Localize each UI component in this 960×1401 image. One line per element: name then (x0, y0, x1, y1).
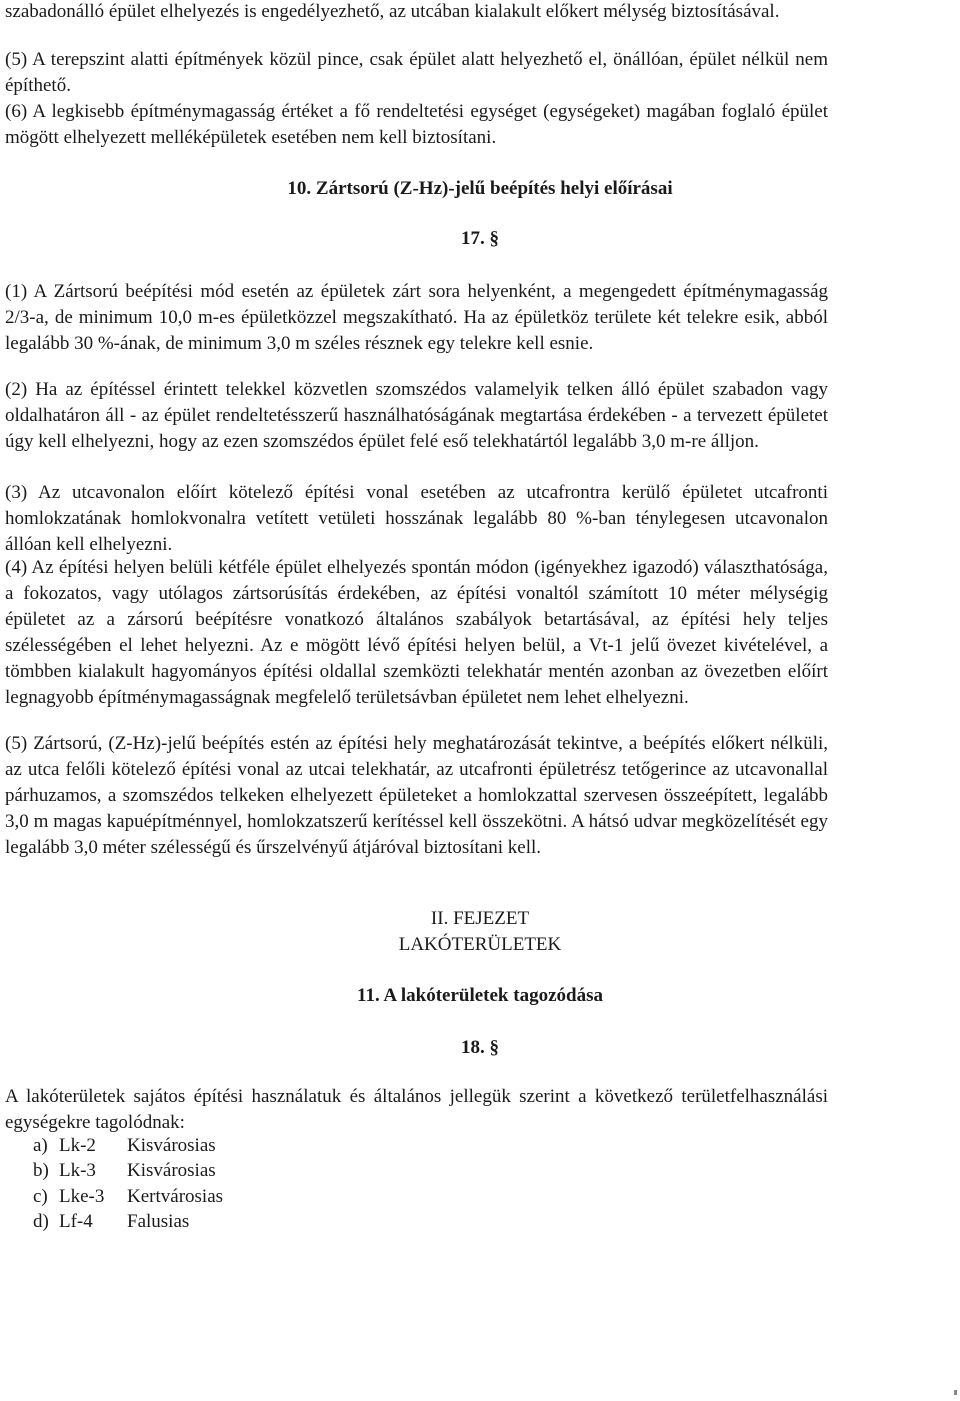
list-item-label: d) (33, 1211, 49, 1233)
paragraph-17-item-5: (5) Zártsorú, (Z-Hz)-jelű beépítés estén az építési hely meghatározását tekintve, a beépítés előkert nélküli, az utca felőli kötelező építési vonal az utcai telekhatár, az utcafronti épületrész tetőgerince az utcavonallal párhuzamos, a szomszédos telkeken elhelyezett épületeket a homlokzattal szervesen összeépített, legalább 3,0 m magas kapuépítménnyel, homlokzatszerű kerítéssel kell összekötni. A hátsó udvar megközelítését egy legalább 3,0 méter szélességű és űrszelvényű átjáróval biztosítani kell. (5, 733, 828, 858)
zone-list (33, 1133, 223, 1235)
list-item-label: c) (33, 1185, 48, 1207)
paragraph-5-terepszint: (5) A terepszint alatti építmények közül pince, csak épület alatt helyezhető el, önállóan, épület nélkül nem építhető. (5, 49, 828, 96)
paragraph-17-item-3: (3) Az utcavonalon előírt kötelező építési vonal esetében az utcafrontra kerülő épületet utcafronti homlokzatának homlokvonalra vetített vetületi hosszának legalább 80 %-ban ténylegesen utcavonalon állóan kell elhelyezni. (5, 482, 828, 555)
zone-name: Falusias (127, 1211, 190, 1233)
list-item (33, 1209, 223, 1234)
chapter-number: II. FEJEZET (430, 908, 530, 929)
section-10-title: 10. Zártsorú (Z-Hz)-jelű beépítés helyi előírásai (287, 178, 673, 199)
zone-code: Lk-2 (59, 1135, 96, 1156)
list-item (33, 1158, 223, 1183)
list-item (33, 1133, 223, 1158)
zone-name: Kertvárosias (127, 1185, 224, 1207)
paragraph-17-item-2: (2) Ha az építéssel érintett telekkel közvetlen szomszédos valamelyik telken álló épület szabadon vagy oldalhatáron áll - az épület rendeltetésszerű használhatóságának megtartása érdekében - a tervezett épületet úgy kell elhelyezni, hogy az ezen szomszédos épület felé eső telekhatártól legalább 3,0 m-re álljon. (5, 379, 828, 452)
chapter-title: LAKÓTERÜLETEK (398, 934, 562, 955)
paragraph-17-item-4: (4) Az építési helyen belüli kétféle épület elhelyezés spontán módon (igényekhez igazodó) választhatósága, a fokozatos, vagy utólagos zártsorúsítás érdekében, az építési vonaltól számított 10 méter mélységig épületet az a zársorú beépítésre vonatkozó általános szabályok betartásával, az építési hely teljes szélességében el lehet helyezni. Az e mögött lévő építési helyen belül, a Vt-1 jelű övezet kivételével, a tömbben kialakult hagyományos építési oldallal szemközti telekhatár mentén azonban az övezetben előírt legnagyobb építménymagasságnak megfelelő területsávban épületet nem lehet elhelyezni. (5, 557, 828, 708)
paragraph-17-item-1: (1) A Zártsorú beépítési mód esetén az épületek zárt sora helyenként, a megengedett építménymagasság 2/3-a, de minimum 10,0 m-es épületközzel megszakítható. Ha az épületköz területe két telekre esik, abból legalább 30 %-ának, de minimum 3,0 m széles résznek egy telekre kell esnie. (5, 281, 828, 354)
paragraph-18-heading: 18. § (461, 1037, 499, 1058)
zone-code: Lke-3 (59, 1185, 105, 1207)
paragraph-18-intro: A lakóterületek sajátos építési használatuk és általános jellegük szerint a következő területfelhasználási egységekre tagolódnak: (5, 1086, 828, 1133)
zone-name: Kisvárosias (127, 1160, 216, 1182)
list-item (33, 1184, 223, 1209)
paragraph-continuation: szabadonálló épület elhelyezés is engedélyezhető, az utcában kialakult előkert mélység biztosításával. (5, 1, 780, 22)
paragraph-6-epitmenymagassag: (6) A legkisebb építménymagasság értéket a fő rendeltetési egységet (egységeket) magában foglaló épület mögött elhelyezett melléképületek esetében nem kell biztosítani. (5, 101, 828, 148)
section-11-title: 11. A lakóterületek tagozódása (357, 985, 603, 1006)
list-item-label: a) (33, 1135, 48, 1156)
zone-name: Kisvárosias (127, 1135, 216, 1156)
zone-code: Lf-4 (59, 1211, 93, 1233)
paragraph-17-heading: 17. § (461, 228, 499, 249)
list-item-label: b) (33, 1160, 49, 1182)
zone-code: Lk-3 (59, 1160, 96, 1182)
scan-artifact (954, 1390, 957, 1395)
